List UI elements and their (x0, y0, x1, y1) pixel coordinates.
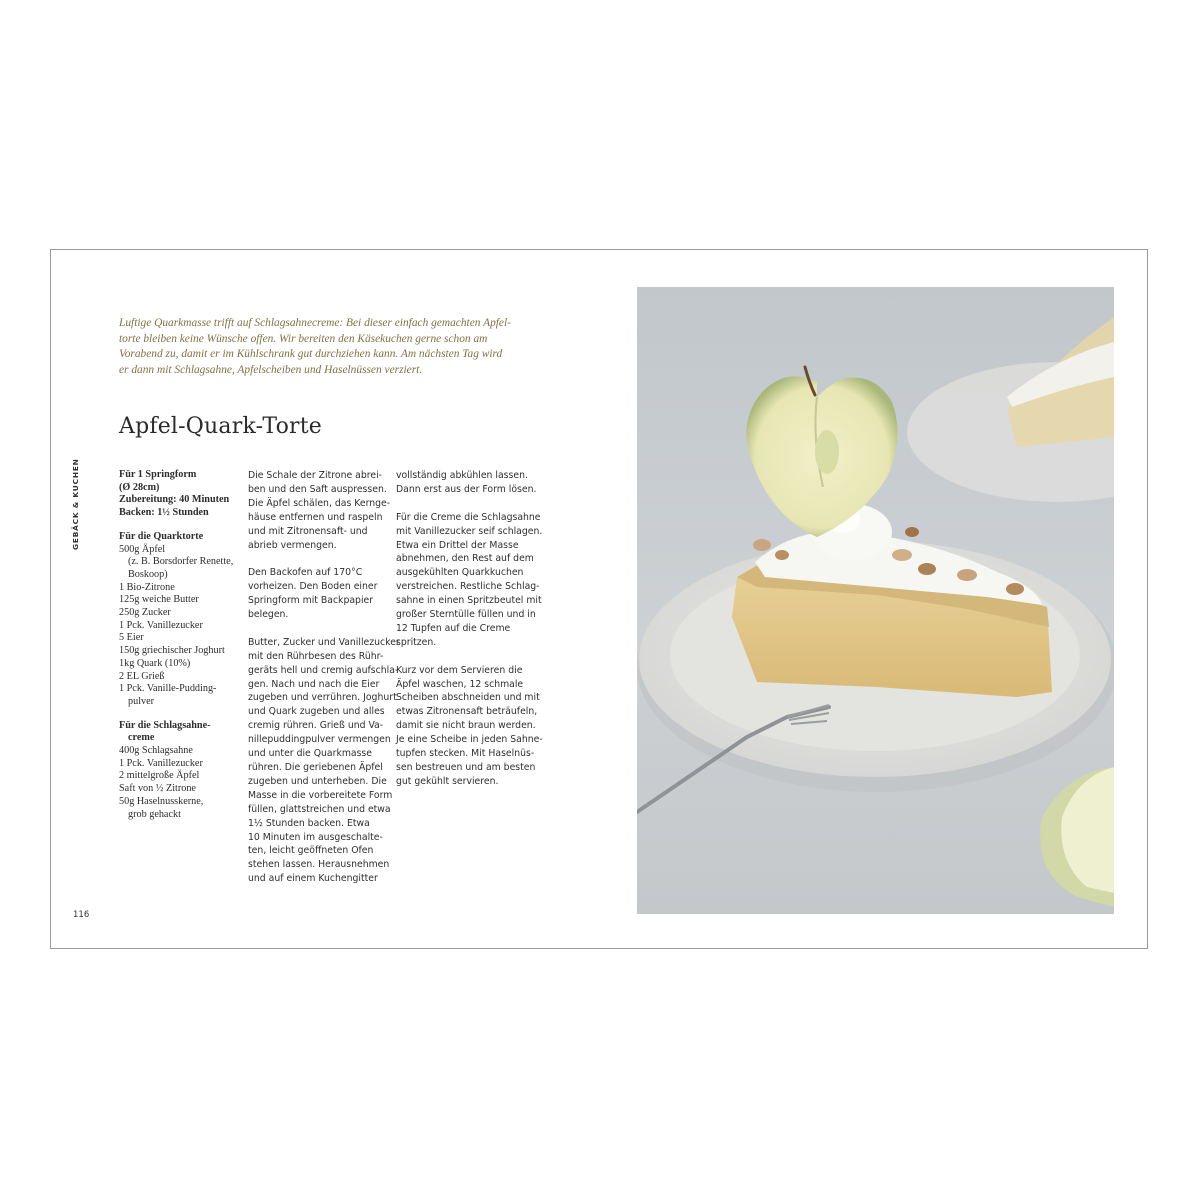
text-line: Springform mit Backpapier (248, 595, 374, 607)
text-line: sahne in einen Spritzbeutel mit (396, 595, 542, 607)
text-line: damit sie nicht braun werden. (396, 720, 536, 732)
ingredient-item: 1 Pck. Vanillezucker (119, 757, 203, 769)
instruction-paragraph (248, 566, 388, 622)
text-line: vollständig abkühlen lassen. (396, 470, 528, 481)
ingredient-item: 2 EL Grieß (119, 670, 165, 682)
ingredient-item: 1 Pck. Vanillezucker (119, 619, 203, 631)
ingredient-item: 5 Eier (119, 632, 144, 644)
book-spread (50, 249, 1148, 949)
ingredient-item: 1 Bio-Zitrone (119, 581, 175, 593)
text-line: Die Schale der Zitrone abrei- (248, 470, 383, 481)
quark-heading: Für die Quarktorte (119, 530, 204, 542)
cake-photo (637, 287, 1114, 914)
ingredient-item: pulver (128, 695, 155, 707)
text-line: zugeben und unterheben. Die (248, 775, 387, 787)
text-line: Butter, Zucker und Vanillezucker (248, 636, 400, 648)
ingredient-item: 400g Schlagsahne (119, 745, 193, 757)
ingredient-item: (z. B. Borsdorfer Renette, (128, 556, 234, 568)
text-line: Den Backofen auf 170°C (248, 567, 363, 579)
intro-line: er dann mit Schlagsahne, Apfelscheiben und Haselnüssen verziert. (119, 363, 423, 376)
text-line: und Quark zugeben und alles (248, 706, 385, 718)
text-line: abnehmen, den Rest auf dem (396, 553, 534, 565)
ingredient-item: 500g Äpfel (119, 543, 166, 555)
text-line: cremig rühren. Grieß und Va- (248, 720, 384, 732)
text-line: ten, leicht geöffneten Ofen (248, 845, 374, 857)
ingredients-column (119, 469, 241, 821)
text-line: rühren. Die geriebenen Äpfel (248, 762, 383, 773)
page-number: 116 (73, 910, 90, 920)
text-line: Etwa ein Drittel der Masse (396, 539, 519, 551)
text-line: ben und den Saft auspressen. (248, 483, 387, 495)
cream-heading: Für die Schlagsahne- (119, 719, 211, 731)
text-line: stehen lassen. Herausnehmen (248, 859, 390, 871)
prep-time-line: Zubereitung: 40 Minuten (119, 494, 230, 506)
instructions-column-1 (248, 469, 400, 900)
intro-line: torte bleiben keine Wünsche offen. Wir bereiten den Käsekuchen gerne schon am (119, 332, 488, 345)
text-line: häuse entfernen und raspeln (248, 511, 383, 523)
text-line: Für die Creme die Schlagsahne (396, 511, 541, 523)
text-line: mit den Rührbesen des Rühr- (248, 650, 384, 662)
ingredient-item: grob gehackt (128, 808, 181, 820)
instructions-column-2 (396, 469, 543, 803)
intro-paragraph (119, 316, 529, 378)
yield-line: Für 1 Springform (119, 469, 197, 480)
text-line: 10 Minuten im ausgeschalte- (248, 831, 383, 843)
text-line: großer Sterntülle füllen und in (396, 609, 536, 621)
text-line: Kurz vor dem Servieren die (396, 664, 523, 676)
ingredient-item: 1kg Quark (10%) (119, 657, 191, 669)
text-line: 1½ Stunden backen. Etwa (248, 817, 370, 829)
text-line: füllen, glattstreichen und etwa (248, 803, 391, 815)
text-line: gut gekühlt servieren. (396, 775, 499, 787)
yield-size-line: (Ø 28cm) (119, 481, 160, 493)
text-line: belegen. (248, 609, 289, 621)
instruction-paragraph (396, 469, 536, 497)
text-line: sen bestreuen und am besten (396, 762, 536, 773)
text-line: und mit Zitronensaft- und (248, 525, 368, 537)
text-line: tupfen stecken. Mit Haselnüs- (396, 748, 535, 760)
ingredient-item: Saft von ½ Zitrone (119, 783, 196, 795)
text-line: 12 Tupfen auf die Creme (396, 622, 511, 634)
text-line: Je eine Scheibe in jeden Sahne- (396, 734, 543, 746)
text-line: geräts hell und cremig aufschla- (248, 664, 399, 676)
text-line: Scheiben abschneiden und mit (396, 692, 540, 704)
text-line: etwas Zitronensaft beträufeln, (396, 706, 538, 718)
intro-line: Vorabend zu, damit er im Kühlschrank gut durchziehen kann. Am nächsten Tag wird (119, 348, 503, 360)
text-line: vorheizen. Den Boden einer (248, 581, 378, 593)
cream-heading-cont: creme (128, 732, 155, 744)
text-line: Dann erst aus der Form lösen. (396, 483, 537, 495)
ingredient-item: 1 Pck. Vanille-Pudding- (119, 683, 217, 695)
bake-time-line: Backen: 1½ Stunden (119, 507, 209, 519)
text-line: Masse in die vorbereitete Form (248, 789, 393, 801)
ingredient-item: 125g weiche Butter (119, 594, 199, 606)
section-label: GEBÄCK & KUCHEN (71, 458, 80, 550)
ingredient-item: 2 mittelgroße Äpfel (119, 770, 200, 782)
text-line: zugeben und verrühren. Joghurt (248, 692, 397, 704)
instruction-paragraph (396, 511, 543, 650)
ingredient-item: 150g griechischer Joghurt (119, 645, 225, 657)
text-line: spritzen. (396, 636, 437, 648)
ingredient-item: Boskoop) (128, 568, 168, 580)
text-line: verstreichen. Restliche Schlag- (396, 581, 540, 593)
text-line: und unter die Quarkmasse (248, 748, 373, 760)
recipe-title: Apfel-Quark-Torte (119, 414, 323, 439)
text-line: ausgekühlten Quarkkuchen (396, 567, 524, 579)
intro-line: Luftige Quarkmasse trifft auf Schlagsahnecreme: Bei dieser einfach gemachten Apfel- (119, 317, 511, 329)
text-line: Äpfel waschen, 12 schmale (396, 678, 524, 690)
text-line: abrieb vermengen. (248, 539, 337, 551)
text-line: und auf einem Kuchengitter (248, 873, 378, 885)
instruction-paragraph (248, 636, 400, 886)
ingredient-item: 250g Zucker (119, 607, 171, 619)
text-line: Die Äpfel schälen, das Kernge- (248, 497, 391, 509)
instruction-paragraph (248, 469, 391, 552)
ingredient-item: 50g Haselnusskerne, (119, 795, 204, 807)
text-line: mit Vanillezucker seif schlagen. (396, 525, 543, 537)
text-line: nillepuddingpulver vermengen (248, 734, 391, 746)
text-line: gen. Nach und nach die Eier (248, 678, 380, 690)
instruction-paragraph (396, 664, 543, 789)
